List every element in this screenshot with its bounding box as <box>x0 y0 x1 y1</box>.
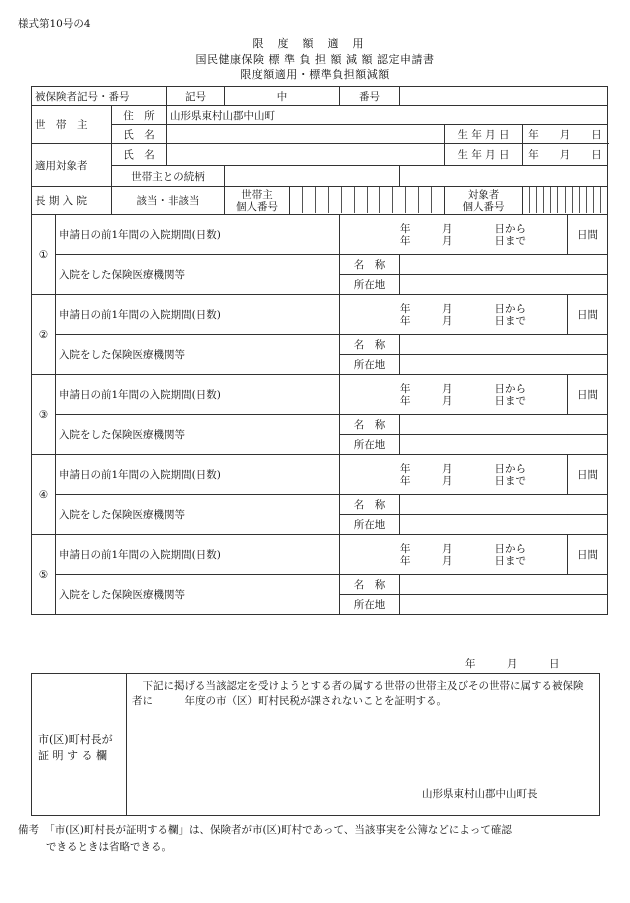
applicable-label: 適用対象者 <box>32 144 112 187</box>
period-dates[interactable]: 年 月 日から 年 月 日まで <box>340 215 568 255</box>
period-label: 申請日の前1年間の入院期間(日数) <box>56 375 340 415</box>
period-dates[interactable]: 年 月 日から 年 月 日まで <box>340 535 568 575</box>
relation-label: 世帯主との続柄 <box>112 166 225 187</box>
institution-label: 入院をした保険医療機関等 <box>56 495 340 535</box>
target-birth-label: 生 年 月 日 <box>445 144 523 166</box>
period-dates[interactable]: 年 月 日から 年 月 日まで <box>340 295 568 335</box>
institution-location-label: 所在地 <box>340 595 400 615</box>
application-date[interactable]: 年 月 日 <box>465 658 560 670</box>
institution-name-field[interactable] <box>400 415 608 435</box>
title-line-1: 限度額適用 <box>252 37 378 50</box>
period-days[interactable]: 日間 <box>568 535 608 575</box>
institution-label: 入院をした保険医療機関等 <box>56 415 340 455</box>
period-days[interactable]: 日間 <box>568 455 608 495</box>
institution-location-label: 所在地 <box>340 435 400 455</box>
institution-location-field[interactable] <box>400 275 608 295</box>
certification-box <box>31 673 600 816</box>
long-stay-choice[interactable]: 該当・非該当 <box>112 187 225 215</box>
head-id-boxes[interactable] <box>290 187 445 215</box>
institution-location-field[interactable] <box>400 595 608 615</box>
institution-label: 入院をした保険医療機関等 <box>56 255 340 295</box>
institution-name-label: 名 称 <box>340 255 400 275</box>
target-id-label: 対象者 個人番号 <box>445 187 523 215</box>
period-marker: ② <box>32 295 56 375</box>
institution-location-field[interactable] <box>400 355 608 375</box>
bangou-field[interactable] <box>400 87 608 106</box>
institution-location-label: 所在地 <box>340 355 400 375</box>
institution-name-label: 名 称 <box>340 335 400 355</box>
institution-name-field[interactable] <box>400 335 608 355</box>
institution-name-label: 名 称 <box>340 415 400 435</box>
certification-label: 市(区)町村長が 証 明 す る 欄 <box>38 733 113 762</box>
institution-location-field[interactable] <box>400 515 608 535</box>
period-days[interactable]: 日間 <box>568 295 608 335</box>
head-birth-field[interactable]: 年 月 日 <box>523 125 608 144</box>
relation-blank <box>400 166 608 187</box>
bangou-label: 番号 <box>340 87 400 106</box>
long-stay-label: 長 期 入 院 <box>32 187 112 215</box>
period-dates[interactable]: 年 月 日から 年 月 日まで <box>340 455 568 495</box>
target-id-boxes[interactable] <box>523 187 608 215</box>
period-marker: ④ <box>32 455 56 535</box>
address-label: 住 所 <box>112 106 167 125</box>
target-name-field[interactable] <box>167 144 445 166</box>
period-label: 申請日の前1年間の入院期間(日数) <box>56 455 340 495</box>
period-marker: ③ <box>32 375 56 455</box>
title-line-2: 国民健康保険 標 準 負 担 額 減 額 認定申請書 <box>195 53 435 66</box>
institution-name-field[interactable] <box>400 495 608 515</box>
period-label: 申請日の前1年間の入院期間(日数) <box>56 295 340 335</box>
period-marker: ① <box>32 215 56 295</box>
note-line-2: できるときは省略できる。 <box>46 841 172 853</box>
head-name-label: 氏 名 <box>112 125 167 144</box>
form-number: 様式第10号の4 <box>18 18 91 30</box>
institution-location-label: 所在地 <box>340 275 400 295</box>
application-table <box>31 86 608 615</box>
address-field[interactable]: 山形県東村山郡中山町 <box>167 106 608 125</box>
period-days[interactable]: 日間 <box>568 215 608 255</box>
relation-field[interactable] <box>225 166 400 187</box>
institution-label: 入院をした保険医療機関等 <box>56 335 340 375</box>
period-marker: ⑤ <box>32 535 56 615</box>
institution-label: 入院をした保険医療機関等 <box>56 575 340 615</box>
target-birth-field[interactable]: 年 月 日 <box>523 144 608 166</box>
period-dates[interactable]: 年 月 日から 年 月 日まで <box>340 375 568 415</box>
period-label: 申請日の前1年間の入院期間(日数) <box>56 215 340 255</box>
institution-location-label: 所在地 <box>340 515 400 535</box>
insured-number-label: 被保険者記号・番号 <box>32 87 167 106</box>
certification-signatory: 山形県東村山郡中山町長 <box>422 788 538 800</box>
institution-name-label: 名 称 <box>340 575 400 595</box>
head-name-field[interactable] <box>167 125 445 144</box>
target-name-label: 氏 名 <box>112 144 167 166</box>
kigou-label: 記号 <box>167 87 225 106</box>
period-label: 申請日の前1年間の入院期間(日数) <box>56 535 340 575</box>
certification-text: 下記に掲げる当該認定を受けようとする者の属する世帯の世帯主及びその世帯に属する被保険者に 年度の市（区）町村民税が課されないことを証明する。 <box>132 680 584 707</box>
institution-name-field[interactable] <box>400 575 608 595</box>
note-line-1: 備考 「市(区)町村長が証明する欄」は、保険者が市(区)町村であって、当該事実を公簿などによって確認 <box>18 824 512 836</box>
institution-name-label: 名 称 <box>340 495 400 515</box>
institution-location-field[interactable] <box>400 435 608 455</box>
title-line-3: 限度額適用・標準負担額減額 <box>240 68 390 81</box>
middle-label: 中 <box>225 87 340 106</box>
head-birth-label: 生 年 月 日 <box>445 125 523 144</box>
period-days[interactable]: 日間 <box>568 375 608 415</box>
institution-name-field[interactable] <box>400 255 608 275</box>
head-id-label: 世帯主 個人番号 <box>225 187 290 215</box>
head-label: 世 帯 主 <box>32 106 112 144</box>
certification-label-cell <box>32 674 127 815</box>
